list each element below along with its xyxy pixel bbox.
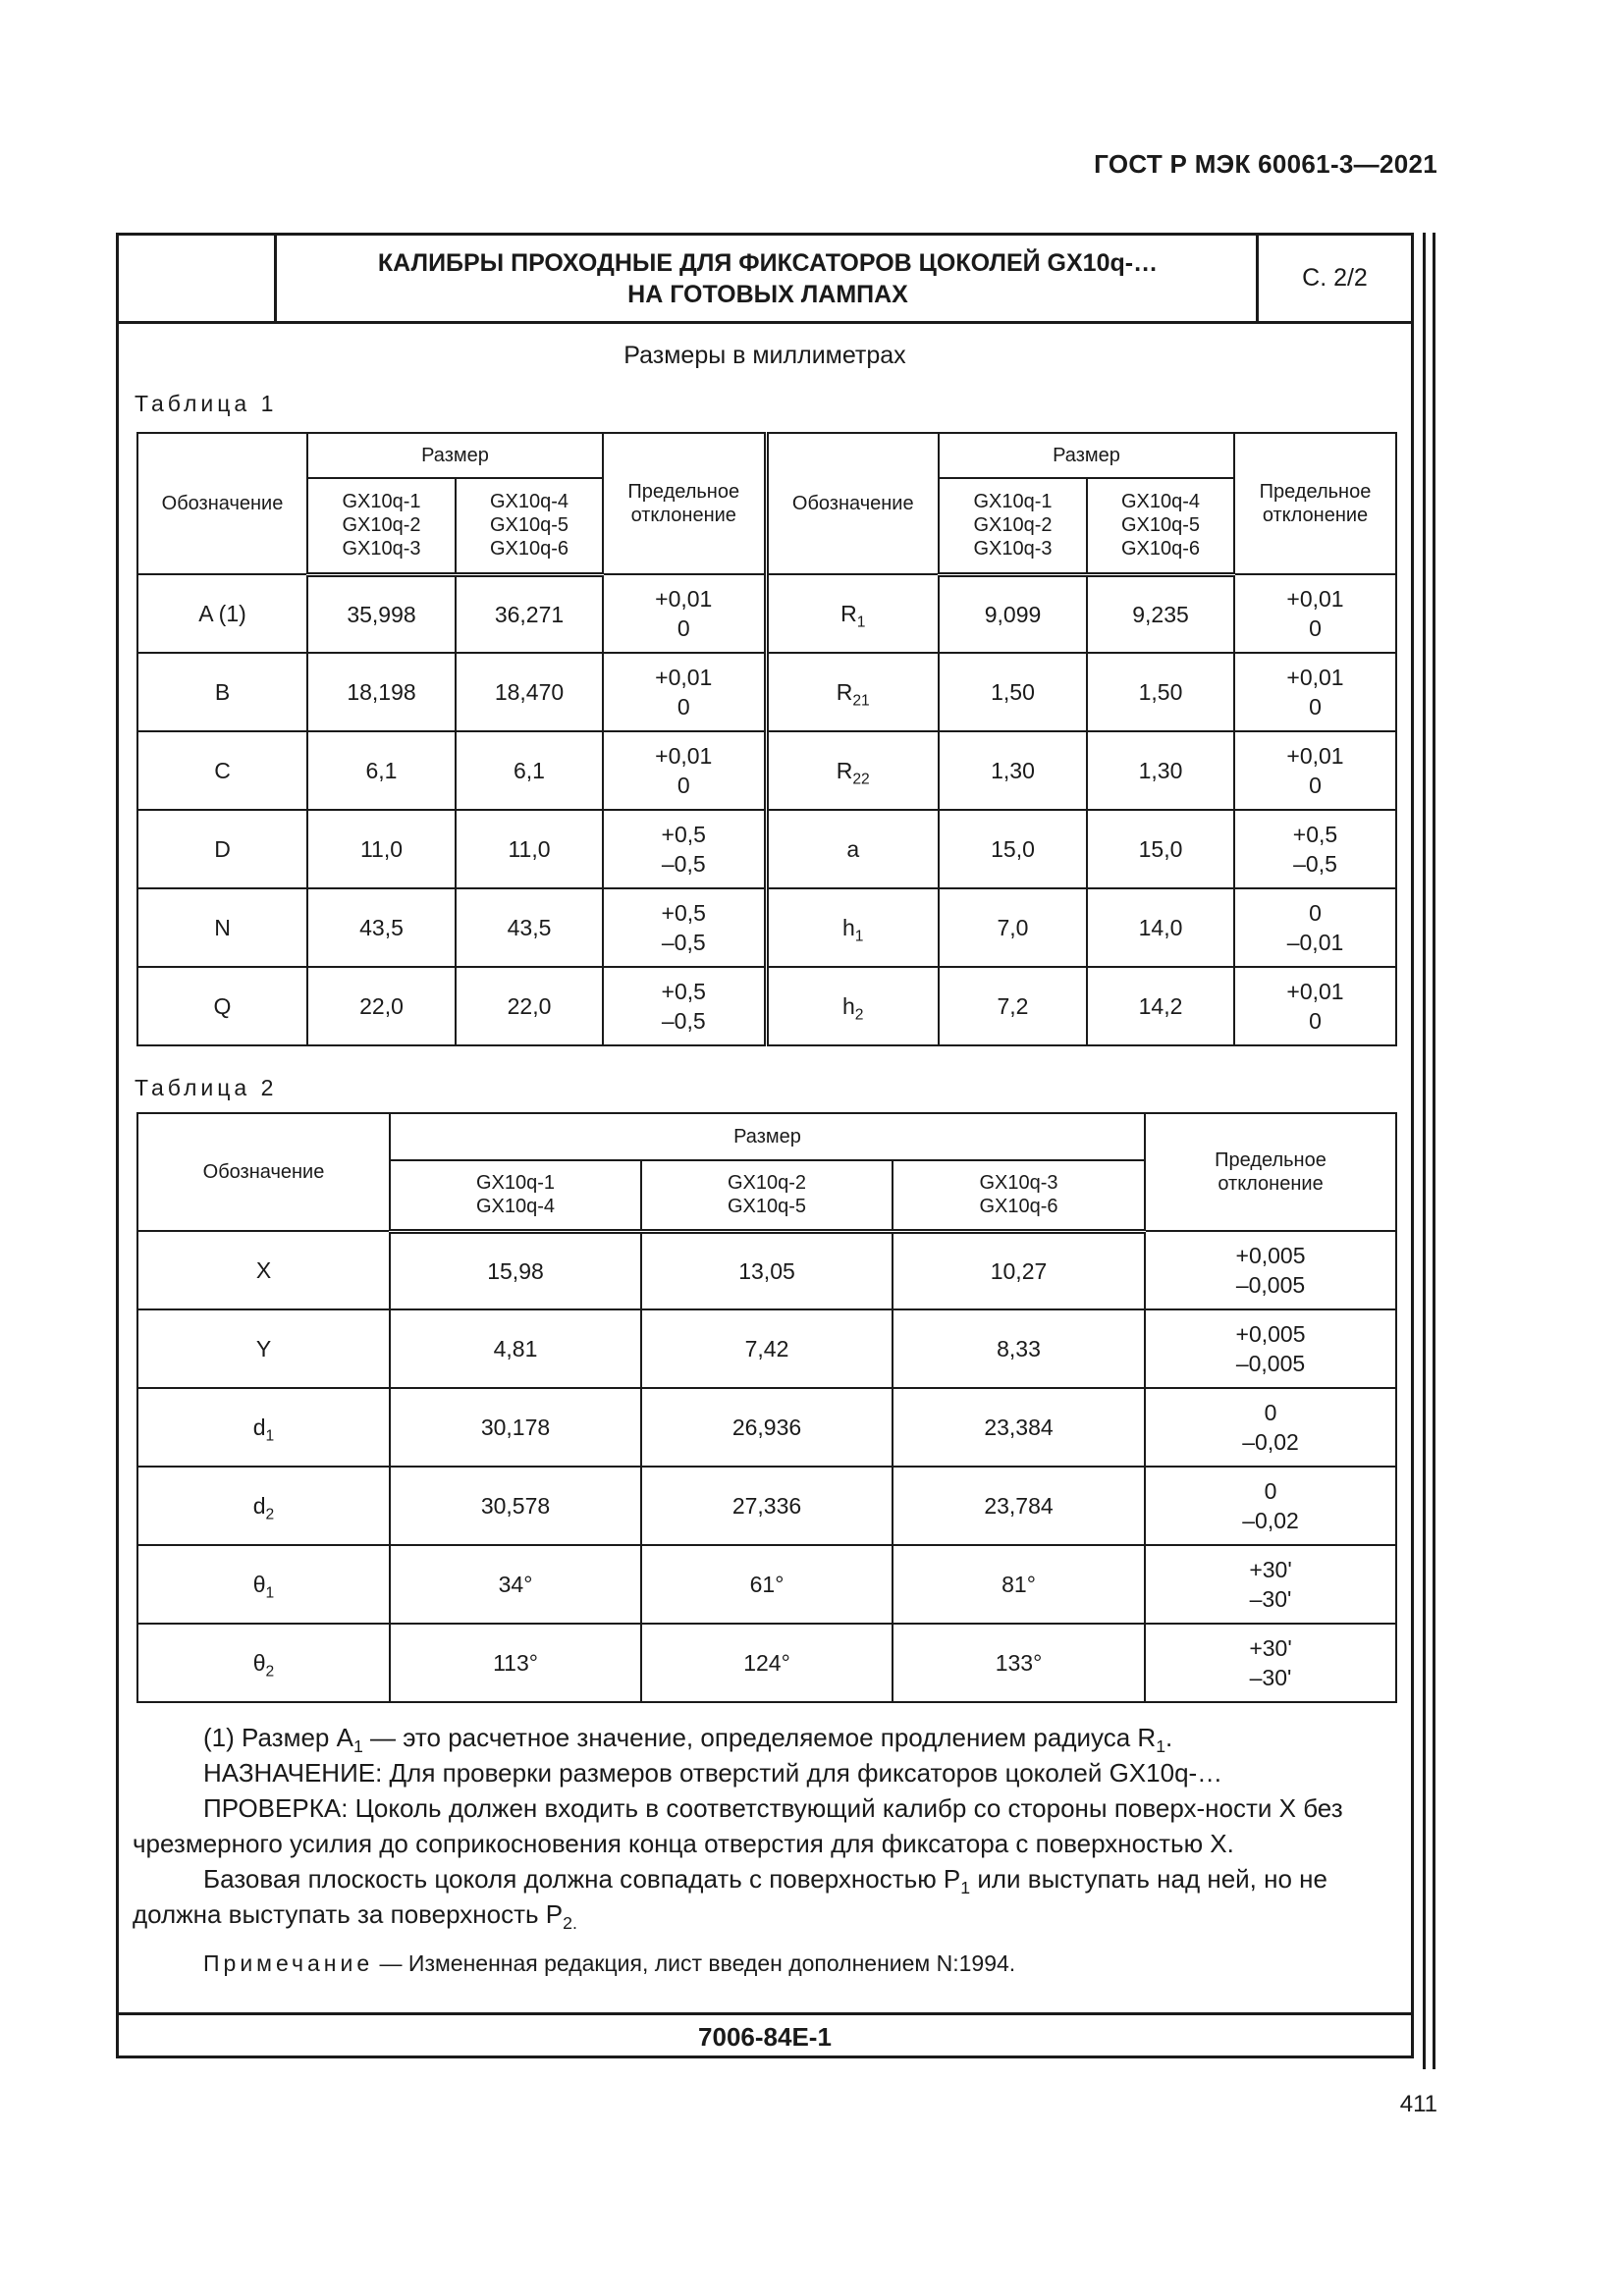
tol-lower: –0,02 (1242, 1508, 1299, 1533)
t1-tolerance-right (1234, 653, 1396, 731)
group-item: GX10q-4 (475, 1196, 556, 1218)
double-rule-outer (1423, 233, 1426, 2069)
notes-block (133, 1720, 1409, 1981)
symbol: θ (252, 1650, 266, 1676)
t1-tolerance (603, 574, 766, 653)
footnote-text: . (1165, 1723, 1173, 1752)
footnote-text: (1) Размер A (203, 1723, 353, 1752)
tol-lower: 0 (1309, 694, 1322, 720)
t2-value-2: 61° (641, 1545, 893, 1624)
tol-upper: +0,01 (655, 743, 713, 769)
group-item: GX10q-5 (727, 1196, 807, 1218)
symbol: h (842, 993, 855, 1019)
tol-upper: 0 (1264, 1400, 1277, 1425)
base-plane-paragraph (133, 1861, 1409, 1932)
group-b-item: GX10q-5 (489, 514, 569, 537)
t2-value-3: 23,784 (893, 1467, 1145, 1545)
t1-value-b: 43,5 (456, 888, 603, 967)
t1-head-size-right: Размер (939, 433, 1234, 478)
t1-tolerance-right (1234, 810, 1396, 888)
symbol: d (252, 1415, 266, 1440)
t2-head-designation: Обозначение (137, 1113, 390, 1231)
group-item: GX10q-1 (475, 1172, 556, 1195)
tol-upper: +0,01 (1286, 979, 1344, 1004)
tol-lower: 0 (677, 694, 690, 720)
symbol: h (842, 915, 855, 940)
group-a-item: GX10q-3 (342, 538, 421, 561)
t1-designation: Q (137, 967, 307, 1045)
sheet-code: 7006-84E-1 (698, 2021, 832, 2052)
symbol-index: 1 (265, 1427, 275, 1445)
t1-head-tolerance-left-1: Предельное (627, 481, 740, 503)
table1-label: Таблица 1 (135, 391, 278, 416)
symbol-index: 1 (854, 928, 864, 945)
t1-value-a-right: 1,50 (939, 653, 1087, 731)
t1-tolerance (603, 967, 766, 1045)
symbol: R (840, 601, 857, 626)
t1-designation-right (766, 888, 939, 967)
group-item: GX10q-2 (727, 1172, 807, 1195)
t1-tolerance-right (1234, 888, 1396, 967)
tol-lower: 0 (1309, 1008, 1322, 1034)
symbol-index: 1 (265, 1584, 275, 1602)
t2-head-tolerance (1145, 1113, 1396, 1231)
t1-tolerance-right (1234, 967, 1396, 1045)
t1-head-designation-left: Обозначение (137, 433, 307, 574)
sheet-title-line-1: КАЛИБРЫ ПРОХОДНЫЕ ДЛЯ ФИКСАТОРОВ ЦОКОЛЕЙ GX10q-… (377, 248, 1159, 277)
group-b-item: GX10q-6 (489, 538, 569, 561)
tol-upper: +0,005 (1235, 1243, 1306, 1268)
t1-designation: N (137, 888, 307, 967)
t1-group-a-left (307, 478, 456, 574)
table-1 (136, 432, 1397, 1046)
t2-designation (137, 1309, 390, 1388)
t2-tolerance (1145, 1309, 1396, 1388)
symbol-index: 2 (265, 1506, 275, 1523)
t1-value-a: 35,998 (307, 574, 456, 653)
symbol-index: 2 (265, 1663, 275, 1681)
tol-lower: 0 (1309, 773, 1322, 798)
tol-upper: +0,5 (661, 979, 706, 1004)
t1-tolerance-right (1234, 731, 1396, 810)
t1-head-size-left: Размер (307, 433, 603, 478)
t2-head-tolerance-2: отклонение (1218, 1173, 1324, 1195)
symbol: a (846, 836, 860, 862)
t2-designation (137, 1467, 390, 1545)
t1-value-a-right: 15,0 (939, 810, 1087, 888)
table-row (137, 1231, 1396, 1309)
t2-head-size: Размер (390, 1113, 1145, 1160)
t2-tolerance (1145, 1545, 1396, 1624)
tol-lower: –0,5 (661, 1008, 706, 1034)
t1-designation: A (1) (137, 574, 307, 653)
tol-upper: +30' (1249, 1635, 1292, 1661)
t1-tolerance (603, 653, 766, 731)
tol-upper: +30' (1249, 1557, 1292, 1582)
group-a-item: GX10q-3 (973, 538, 1053, 561)
t1-head-tolerance-right-2: отклонение (1262, 505, 1369, 526)
t1-value-a: 11,0 (307, 810, 456, 888)
t1-designation: B (137, 653, 307, 731)
t1-tolerance (603, 888, 766, 967)
symbol: X (255, 1257, 272, 1283)
tol-upper: +0,5 (1292, 822, 1338, 847)
t2-value-2: 26,936 (641, 1388, 893, 1467)
t1-designation-right (766, 653, 939, 731)
t1-value-a: 18,198 (307, 653, 456, 731)
t1-value-b: 11,0 (456, 810, 603, 888)
sheet-title (277, 236, 1259, 321)
sheet-number: С. 2/2 (1256, 236, 1411, 321)
t1-group-b-left (456, 478, 603, 574)
check-paragraph: ПРОВЕРКА: Цоколь должен входить в соответствующий калибр со стороны поверх-ности X без чрезмерного усилия до соприкосновения конца отверстия для фиксатора с поверхностью X. (133, 1793, 1343, 1858)
t1-value-a: 22,0 (307, 967, 456, 1045)
group-a-item: GX10q-2 (342, 514, 421, 537)
tol-upper: 0 (1309, 900, 1322, 926)
symbol: Y (255, 1336, 272, 1362)
tol-lower: –30' (1249, 1586, 1292, 1612)
table-row (137, 1467, 1396, 1545)
t2-tolerance (1145, 1388, 1396, 1467)
subscript: 2. (563, 1913, 577, 1934)
t1-head-tolerance-right (1234, 433, 1396, 574)
t1-body (137, 574, 1396, 1045)
tol-lower: 0 (1309, 615, 1322, 641)
group-b-item: GX10q-4 (1120, 491, 1201, 513)
t1-tolerance (603, 810, 766, 888)
amendment-note (133, 1946, 1409, 1981)
tol-upper: +0,5 (661, 900, 706, 926)
tol-upper: +0,01 (655, 665, 713, 690)
t1-designation: D (137, 810, 307, 888)
t1-value-a: 43,5 (307, 888, 456, 967)
table-row (137, 653, 1396, 731)
t1-tolerance-right (1234, 574, 1396, 653)
t2-designation (137, 1231, 390, 1309)
page-frame (116, 233, 1414, 2058)
t2-value-2: 124° (641, 1624, 893, 1702)
t2-value-1: 30,178 (390, 1388, 641, 1467)
t1-tolerance (603, 731, 766, 810)
t2-value-3: 10,27 (893, 1231, 1145, 1309)
tol-lower: –0,5 (1293, 851, 1337, 877)
t2-value-1: 4,81 (390, 1309, 641, 1388)
table-row (137, 810, 1396, 888)
t1-head-tolerance-left (603, 433, 766, 574)
table-row (137, 967, 1396, 1045)
subscript: 1 (1156, 1736, 1166, 1757)
t2-group-2 (641, 1160, 893, 1231)
tol-upper: +0,01 (1286, 586, 1344, 612)
note-label: Примечание (203, 1950, 374, 1976)
table-row (137, 1309, 1396, 1388)
symbol-index: 1 (856, 614, 866, 631)
t1-designation-right (766, 810, 939, 888)
tol-upper: +0,01 (1286, 743, 1344, 769)
symbol: R (836, 679, 853, 705)
sheet-title-line-2: НА ГОТОВЫХ ЛАМПАХ (627, 280, 908, 308)
t2-value-3: 8,33 (893, 1309, 1145, 1388)
t2-value-3: 23,384 (893, 1388, 1145, 1467)
t1-value-b-right: 14,0 (1087, 888, 1234, 967)
t1-value-a-right: 1,30 (939, 731, 1087, 810)
t2-tolerance (1145, 1231, 1396, 1309)
t1-value-a-right: 7,2 (939, 967, 1087, 1045)
t2-value-3: 81° (893, 1545, 1145, 1624)
group-item: GX10q-6 (979, 1196, 1058, 1218)
t1-value-b: 6,1 (456, 731, 603, 810)
t2-group-3 (893, 1160, 1145, 1231)
group-a-item: GX10q-1 (973, 491, 1053, 513)
paragraph-text: или выступать над ней, но не должна выступать за поверхность P (133, 1864, 1327, 1929)
symbol: R (836, 758, 853, 783)
t2-group-1 (390, 1160, 641, 1231)
symbol-index: 22 (852, 771, 870, 788)
t2-value-1: 30,578 (390, 1467, 641, 1545)
table-row (137, 1388, 1396, 1467)
t1-value-b-right: 1,30 (1087, 731, 1234, 810)
t1-value-b-right: 15,0 (1087, 810, 1234, 888)
t1-head-designation-right: Обозначение (766, 433, 939, 574)
tol-lower: –0,01 (1286, 930, 1344, 955)
t2-value-2: 27,336 (641, 1467, 893, 1545)
t1-designation-right (766, 574, 939, 653)
standard-number: ГОСТ Р МЭК 60061-3—2021 (1094, 149, 1437, 179)
t2-value-1: 113° (390, 1624, 641, 1702)
t1-value-b-right: 1,50 (1087, 653, 1234, 731)
tol-lower: –0,5 (661, 930, 706, 955)
tol-upper: +0,01 (655, 586, 713, 612)
t2-designation (137, 1388, 390, 1467)
table2-label: Таблица 2 (135, 1075, 278, 1100)
symbol: θ (252, 1572, 266, 1597)
tol-upper: +0,01 (1286, 665, 1344, 690)
t1-value-b: 36,271 (456, 574, 603, 653)
note-text: — Измененная редакция, лист введен дополнением N:1994. (373, 1950, 1016, 1976)
table-row (137, 731, 1396, 810)
group-a-item: GX10q-2 (973, 514, 1053, 537)
t2-value-2: 13,05 (641, 1231, 893, 1309)
header-blank-cell (119, 236, 277, 321)
table-row (137, 1545, 1396, 1624)
t2-tolerance (1145, 1624, 1396, 1702)
table-row (137, 888, 1396, 967)
tol-lower: –0,02 (1242, 1429, 1299, 1455)
tol-lower: –0,5 (661, 851, 706, 877)
t2-value-2: 7,42 (641, 1309, 893, 1388)
symbol-index: 2 (854, 1006, 864, 1024)
sheet-header (119, 236, 1411, 324)
t1-designation-right (766, 967, 939, 1045)
t1-group-a-right (939, 478, 1087, 574)
page-number: 411 (1399, 2091, 1437, 2117)
group-item: GX10q-3 (979, 1172, 1058, 1195)
t2-head-tolerance-1: Предельное (1215, 1149, 1326, 1171)
t1-value-b-right: 9,235 (1087, 574, 1234, 653)
t2-value-3: 133° (893, 1624, 1145, 1702)
t2-tolerance (1145, 1467, 1396, 1545)
t1-value-b-right: 14,2 (1087, 967, 1234, 1045)
t1-head-tolerance-right-1: Предельное (1259, 481, 1372, 503)
t1-value-b: 18,470 (456, 653, 603, 731)
t1-designation: C (137, 731, 307, 810)
footnote-text: — это расчетное значение, определяемое продлением радиуса R (362, 1723, 1157, 1752)
t1-value-a-right: 9,099 (939, 574, 1087, 653)
paragraph-text: Базовая плоскость цоколя должна совпадать с поверхностью P (203, 1864, 961, 1894)
t1-value-b: 22,0 (456, 967, 603, 1045)
t1-head-tolerance-left-2: отклонение (630, 505, 736, 526)
tol-upper: +0,005 (1235, 1321, 1306, 1347)
tol-lower: –0,005 (1235, 1272, 1306, 1298)
t2-value-1: 34° (390, 1545, 641, 1624)
t1-group-b-right (1087, 478, 1234, 574)
symbol-index: 21 (852, 692, 870, 710)
footnote-1 (133, 1720, 1409, 1755)
tol-lower: –30' (1249, 1665, 1292, 1690)
double-rule-inner (1433, 233, 1435, 2069)
subscript: 1 (352, 1736, 363, 1757)
table-2 (136, 1112, 1397, 1703)
tol-lower: 0 (677, 615, 690, 641)
tol-lower: –0,005 (1235, 1351, 1306, 1376)
tol-upper: 0 (1264, 1478, 1277, 1504)
t2-designation (137, 1545, 390, 1624)
purpose-paragraph: НАЗНАЧЕНИЕ: Для проверки размеров отверстий для фиксаторов цоколей GX10q-… (203, 1758, 1223, 1788)
table-row (137, 1624, 1396, 1702)
units-caption: Размеры в миллиметрах (623, 342, 906, 369)
table-row (137, 574, 1396, 653)
t1-designation-right (766, 731, 939, 810)
tol-upper: +0,5 (661, 822, 706, 847)
tol-lower: 0 (677, 773, 690, 798)
group-b-item: GX10q-5 (1120, 514, 1201, 537)
symbol: d (252, 1493, 266, 1519)
t2-designation (137, 1624, 390, 1702)
subscript: 1 (960, 1878, 971, 1898)
t1-value-a-right: 7,0 (939, 888, 1087, 967)
t2-value-1: 15,98 (390, 1231, 641, 1309)
group-b-item: GX10q-4 (489, 491, 569, 513)
group-b-item: GX10q-6 (1120, 538, 1201, 561)
t1-value-a: 6,1 (307, 731, 456, 810)
group-a-item: GX10q-1 (342, 491, 421, 513)
